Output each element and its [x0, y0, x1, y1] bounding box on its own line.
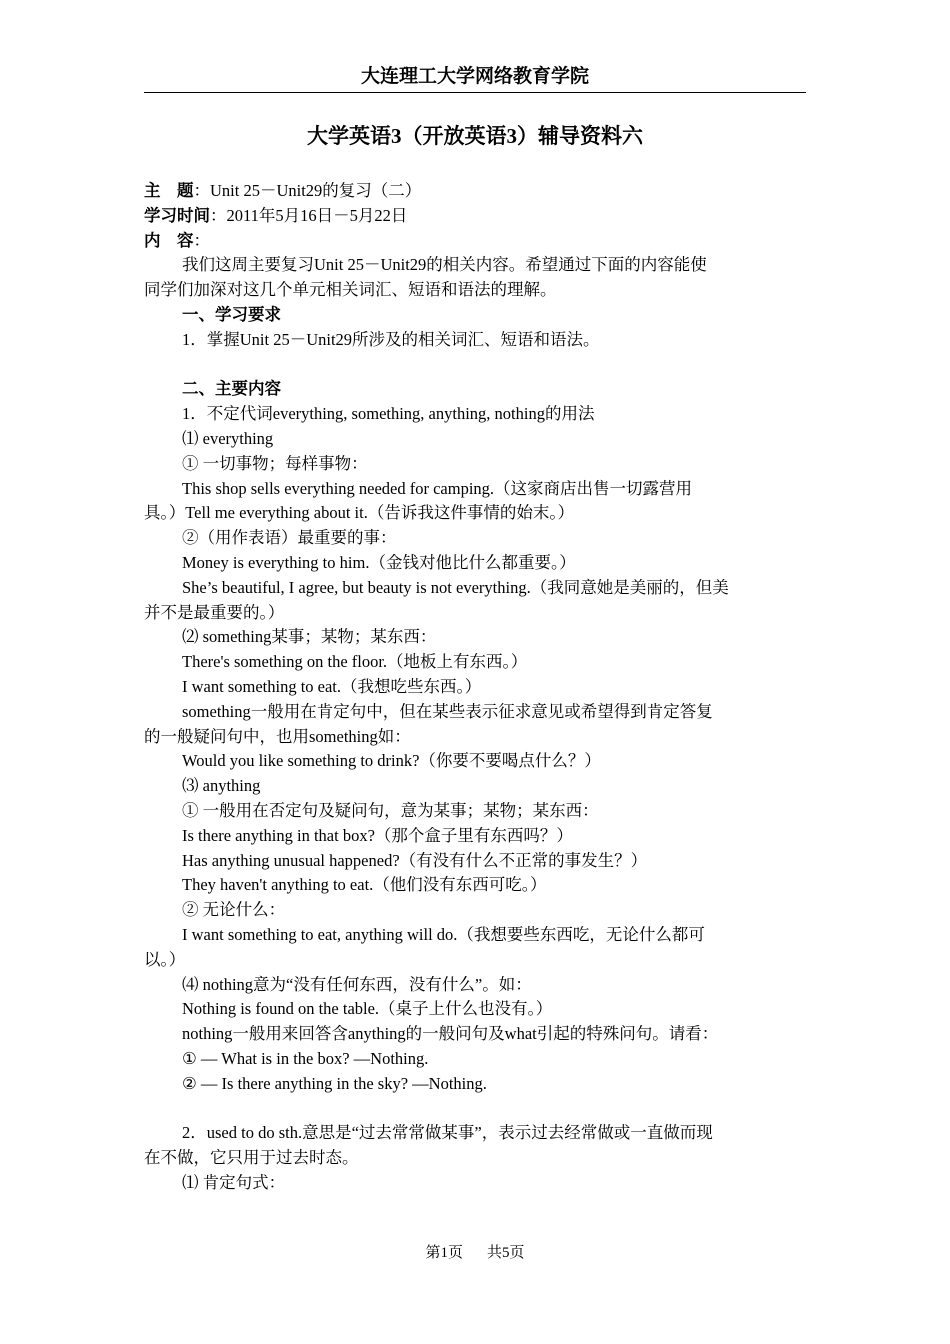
content-line: They haven't anything to eat.（他们没有东西可吃。）	[182, 875, 547, 895]
content-line: She’s beautiful, I agree, but beauty is not everything.（我同意她是美丽的，但美	[182, 577, 729, 597]
content-line: Money is everything to him.（金钱对他比什么都重要。）	[182, 552, 576, 572]
content-line: Is there anything in that box?（那个盒子里有东西吗？）	[182, 825, 573, 845]
content-line: 的一般疑问句中，也用something如：	[144, 726, 411, 746]
content-line: ① 一切事物；每样事物：	[182, 453, 368, 473]
blank-line	[144, 1096, 806, 1121]
content-line: 在不做，它只用于过去时态。	[144, 1148, 359, 1168]
study-time-label: 学习时间	[144, 205, 210, 225]
section-heading: 一、学习要求	[182, 304, 281, 324]
content-line: ⑷ nothing意为“没有任何东西，没有什么”。如：	[182, 974, 532, 994]
content-line: This shop sells everything needed for camping.（这家商店出售一切露营用	[182, 478, 693, 498]
content-line: Has anything unusual happened?（有没有什么不正常的事发生？）	[182, 850, 648, 870]
content-line: ⑶ anything	[182, 776, 261, 796]
total-pages: 共5页	[487, 1245, 525, 1261]
blank-line	[144, 353, 806, 378]
content-line: ⑴ 肯定句式：	[182, 1172, 286, 1192]
content-line: I want something to eat, anything will do.（我想要些东西吃，无论什么都可	[182, 924, 705, 944]
document-body	[144, 179, 806, 1196]
content-line: Would you like something to drink?（你要不要喝点什么？）	[182, 751, 601, 771]
content-line: ② — Is there anything in the sky? —Nothing.	[182, 1073, 487, 1093]
content-line: ⑴ everything	[182, 428, 274, 448]
page-header: 大连理工大学网络教育学院	[144, 62, 806, 93]
content-label: 内 容	[144, 230, 194, 250]
content-line: nothing一般用来回答含anything的一般问句及what引起的特殊问句。请看：	[182, 1024, 719, 1044]
section-heading: 二、主要内容	[182, 379, 281, 399]
content-line: 1．不定代词everything, something, anything, nothing的用法	[182, 404, 595, 424]
content-line: something一般用在肯定句中，但在某些表示征求意见或希望得到肯定答复	[182, 701, 713, 721]
content-line: ① — What is in the box? —Nothing.	[182, 1048, 429, 1068]
content-line: 内 容：	[144, 230, 210, 250]
content-line: There's something on the floor.（地板上有东西。）	[182, 652, 528, 672]
study-time-line: 学习时间：2011年5月16日－5月22日	[144, 205, 408, 225]
content-line: ① 一般用在否定句及疑问句，意为某事；某物；某东西：	[182, 800, 599, 820]
page-footer	[0, 1241, 950, 1265]
content-line: 具。）Tell me everything about it.（告诉我这件事情的始末。）	[144, 503, 575, 523]
intro-paragraph-line: 我们这周主要复习Unit 25－Unit29的相关内容。希望通过下面的内容能使	[182, 255, 707, 275]
content-line: 2．used to do sth.意思是“过去常常做某事”，表示过去经常做或一直做而现	[182, 1123, 713, 1143]
document-title: 大学英语3（开放英语3）辅导资料六	[307, 124, 643, 148]
content-line: ⑵ something某事；某物；某东西：	[182, 627, 437, 647]
content-line: ②（用作表语）最重要的事：	[182, 528, 397, 548]
content-line: 以。）	[144, 949, 186, 969]
topic-line: 主 题：Unit 25－Unit29的复习（二）	[144, 181, 422, 200]
content-line: ② 无论什么：	[182, 900, 286, 920]
content-line: I want something to eat.（我想吃些东西。）	[182, 676, 482, 696]
content-line: 并不是最重要的。）	[144, 602, 285, 622]
study-time-value: 2011年5月16日－5月22日	[226, 205, 408, 225]
page-number: 第1页	[425, 1245, 463, 1261]
requirement-item: 1．掌握Unit 25－Unit29所涉及的相关词汇、短语和语法。	[182, 329, 600, 349]
content-line: Nothing is found on the table.（桌子上什么也没有。）	[182, 999, 553, 1019]
topic-value: Unit 25－Unit29的复习（二）	[210, 181, 422, 200]
topic-label: 主 题	[144, 181, 194, 200]
intro-paragraph-line: 同学们加深对这几个单元相关词汇、短语和语法的理解。	[144, 280, 557, 300]
